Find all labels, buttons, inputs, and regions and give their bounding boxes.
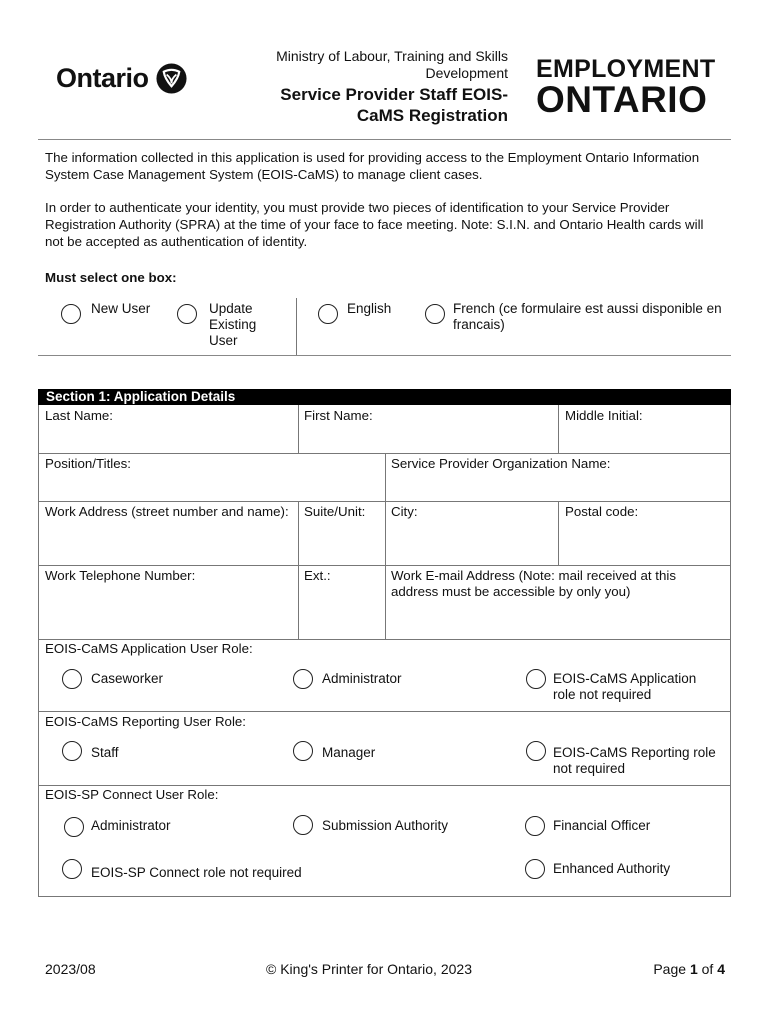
reporting-role-label: EOIS-CaMS Reporting User Role: — [45, 714, 246, 729]
sp-administrator-radio[interactable] — [64, 817, 84, 837]
caseworker-label: Caseworker — [91, 671, 164, 686]
ontario-logo — [56, 62, 188, 95]
app-role-label: EOIS-CaMS Application User Role: — [45, 641, 253, 656]
enhanced-authority-radio[interactable] — [525, 859, 545, 879]
submission-authority-radio[interactable] — [293, 815, 313, 835]
org-name-field[interactable] — [386, 472, 729, 500]
app-administrator-radio[interactable] — [293, 669, 313, 689]
employment-ontario-logo — [536, 56, 715, 118]
postal-code-field[interactable] — [559, 520, 729, 564]
intro-paragraph-1: The information collected in this application is used for providing access to the Employment Ontario Information System Case Management System (EOIS-CaMS) to manage client cases. — [45, 150, 700, 182]
app-role-bottom — [38, 711, 731, 712]
financial-officer-label: Financial Officer — [553, 818, 651, 833]
page-number — [653, 961, 725, 977]
form-title: Service Provider Staff EOIS-CaMS Registration — [280, 85, 508, 125]
app-not-required-radio[interactable] — [526, 669, 546, 689]
footer-date: 2023/08 — [45, 961, 96, 977]
suite-field[interactable] — [299, 520, 385, 564]
email-field[interactable] — [386, 604, 729, 638]
middle-initial-label: Middle Initial: — [565, 408, 643, 423]
page-current: 1 — [689, 961, 698, 977]
english-radio[interactable] — [318, 304, 338, 324]
caseworker-radio[interactable] — [62, 669, 82, 689]
ext-label: Ext.: — [304, 568, 331, 583]
new-user-label: New User — [91, 301, 151, 316]
section-1-heading: Section 1: Application Details — [38, 389, 731, 405]
header-divider — [38, 139, 731, 140]
manager-radio[interactable] — [293, 741, 313, 761]
email-label: Work E-mail Address (Note: mail received at this address must be accessible by only you) — [391, 568, 676, 599]
selection-bottom-rule — [38, 355, 731, 356]
reporting-not-required-label: EOIS-CaMS Reporting role not required — [553, 745, 716, 776]
telephone-field[interactable] — [39, 586, 298, 638]
page-of: of — [701, 961, 714, 977]
page-total: 4 — [717, 961, 725, 977]
update-user-label: Update Existing User — [209, 301, 257, 348]
sp-not-required-radio[interactable] — [62, 859, 82, 879]
intro-paragraph-2: In order to authenticate your identity, you must provide two pieces of identification to your Service Provider Registration Authority (SPRA) at the time of your face to face meeting. Note: S.I.N. and Ontario Health cards will not be accepted as authentication of identity. — [45, 200, 704, 249]
new-user-radio[interactable] — [61, 304, 81, 324]
middle-initial-field[interactable] — [559, 424, 729, 452]
work-address-label: Work Address (street number and name): — [45, 504, 289, 519]
page-prefix: Page — [653, 961, 687, 977]
org-name-label: Service Provider Organization Name: — [391, 456, 611, 471]
sp-not-required-label: EOIS-SP Connect role not required — [91, 865, 302, 880]
french-radio[interactable] — [425, 304, 445, 324]
submission-authority-label: Submission Authority — [322, 818, 449, 833]
position-label: Position/Titles: — [45, 456, 131, 471]
reporting-role-bottom — [38, 785, 731, 786]
position-field[interactable] — [39, 472, 384, 500]
trillium-icon — [155, 62, 188, 95]
suite-label: Suite/Unit: — [304, 504, 366, 519]
eo-logo-bottom: ONTARIO — [536, 79, 708, 120]
reporting-not-required-radio[interactable] — [526, 741, 546, 761]
staff-radio[interactable] — [62, 741, 82, 761]
staff-label: Staff — [91, 745, 119, 760]
manager-label: Manager — [322, 745, 376, 760]
selection-divider — [296, 298, 297, 355]
footer-copyright: © King's Printer for Ontario, 2023 — [266, 961, 472, 977]
postal-code-label: Postal code: — [565, 504, 639, 519]
telephone-label: Work Telephone Number: — [45, 568, 196, 583]
row4-bottom — [38, 639, 731, 640]
french-label: French (ce formulaire est aussi disponible en francais) — [453, 301, 722, 332]
eo-logo-top: EMPLOYMENT — [536, 55, 716, 83]
first-name-label: First Name: — [304, 408, 373, 423]
sp-administrator-label: Administrator — [91, 818, 171, 833]
first-name-field[interactable] — [299, 424, 557, 452]
last-name-field[interactable] — [39, 424, 298, 452]
ext-field[interactable] — [299, 586, 385, 638]
app-administrator-label: Administrator — [322, 671, 402, 686]
ontario-wordmark: Ontario — [56, 63, 149, 93]
last-name-label: Last Name: — [45, 408, 113, 423]
ministry-name: Ministry of Labour, Training and Skills Development — [276, 48, 508, 81]
city-label: City: — [391, 504, 418, 519]
english-label: English — [347, 301, 392, 316]
work-address-field[interactable] — [39, 538, 298, 564]
sp-role-label: EOIS-SP Connect User Role: — [45, 787, 219, 802]
must-select-label: Must select one box: — [45, 270, 177, 285]
financial-officer-radio[interactable] — [525, 816, 545, 836]
enhanced-authority-label: Enhanced Authority — [553, 861, 671, 876]
update-user-radio[interactable] — [177, 304, 197, 324]
city-field[interactable] — [386, 520, 557, 564]
app-not-required-label: EOIS-CaMS Application role not required — [553, 671, 697, 702]
